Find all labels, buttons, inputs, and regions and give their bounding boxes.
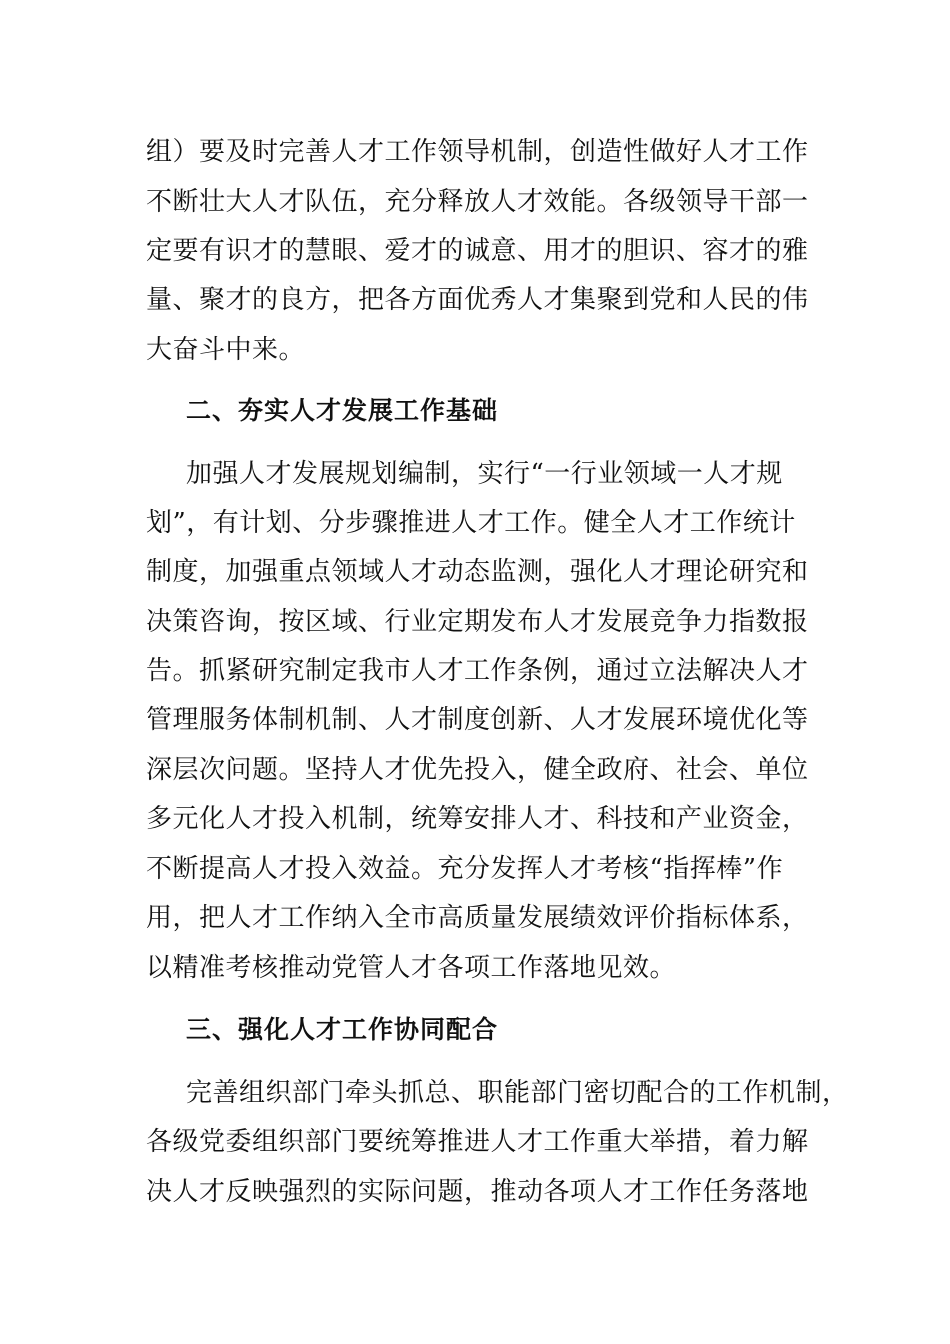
body-text-line: 以精准考核推动党管人才各项工作落地见效。: [146, 953, 677, 983]
section-heading: 三、强化人才工作协同配合: [186, 1015, 499, 1044]
body-text-line: 划”，有计划、分步骤推进人才工作。健全人才工作统计: [146, 508, 796, 538]
body-text-line: 管理服务体制机制、人才制度创新、人才发展环境优化等: [146, 705, 809, 735]
body-text-line: 加强人才发展规划编制，实行“一行业领域一人才规: [186, 459, 783, 489]
body-text-line: 不断提高人才投入效益。充分发挥人才考核“指挥棒”作: [146, 854, 784, 884]
body-text-line: 完善组织部门牵头抓总、职能部门密切配合的工作机制，: [186, 1078, 849, 1108]
body-text-line: 大奋斗中来。: [146, 335, 306, 365]
section-heading: 二、夯实人才发展工作基础: [186, 396, 499, 425]
body-text-line: 定要有识才的慧眼、爱才的诚意、用才的胆识、容才的雅: [146, 236, 809, 266]
body-text-line: 组）要及时完善人才工作领导机制，创造性做好人才工作: [146, 137, 809, 167]
body-text-line: 各级党委组织部门要统筹推进人才工作重大举措，着力解: [146, 1127, 809, 1157]
body-text-line: 不断壮大人才队伍，充分释放人才效能。各级领导干部一: [146, 187, 809, 217]
body-text-line: 决人才反映强烈的实际问题，推动各项人才工作任务落地: [146, 1177, 809, 1207]
body-text-line: 深层次问题。坚持人才优先投入，健全政府、社会、单位: [146, 755, 809, 785]
body-text-line: 多元化人才投入机制，统筹安排人才、科技和产业资金，: [146, 804, 809, 834]
body-text-line: 告。抓紧研究制定我市人才工作条例，通过立法解决人才: [146, 656, 809, 686]
body-text-line: 决策咨询，按区域、行业定期发布人才发展竞争力指数报: [146, 607, 809, 637]
body-text-line: 用，把人才工作纳入全市高质量发展绩效评价指标体系，: [146, 903, 809, 933]
body-text-line: 量、聚才的良方，把各方面优秀人才集聚到党和人民的伟: [146, 285, 809, 315]
body-text-line: 制度，加强重点领域人才动态监测，强化人才理论研究和: [146, 557, 809, 587]
